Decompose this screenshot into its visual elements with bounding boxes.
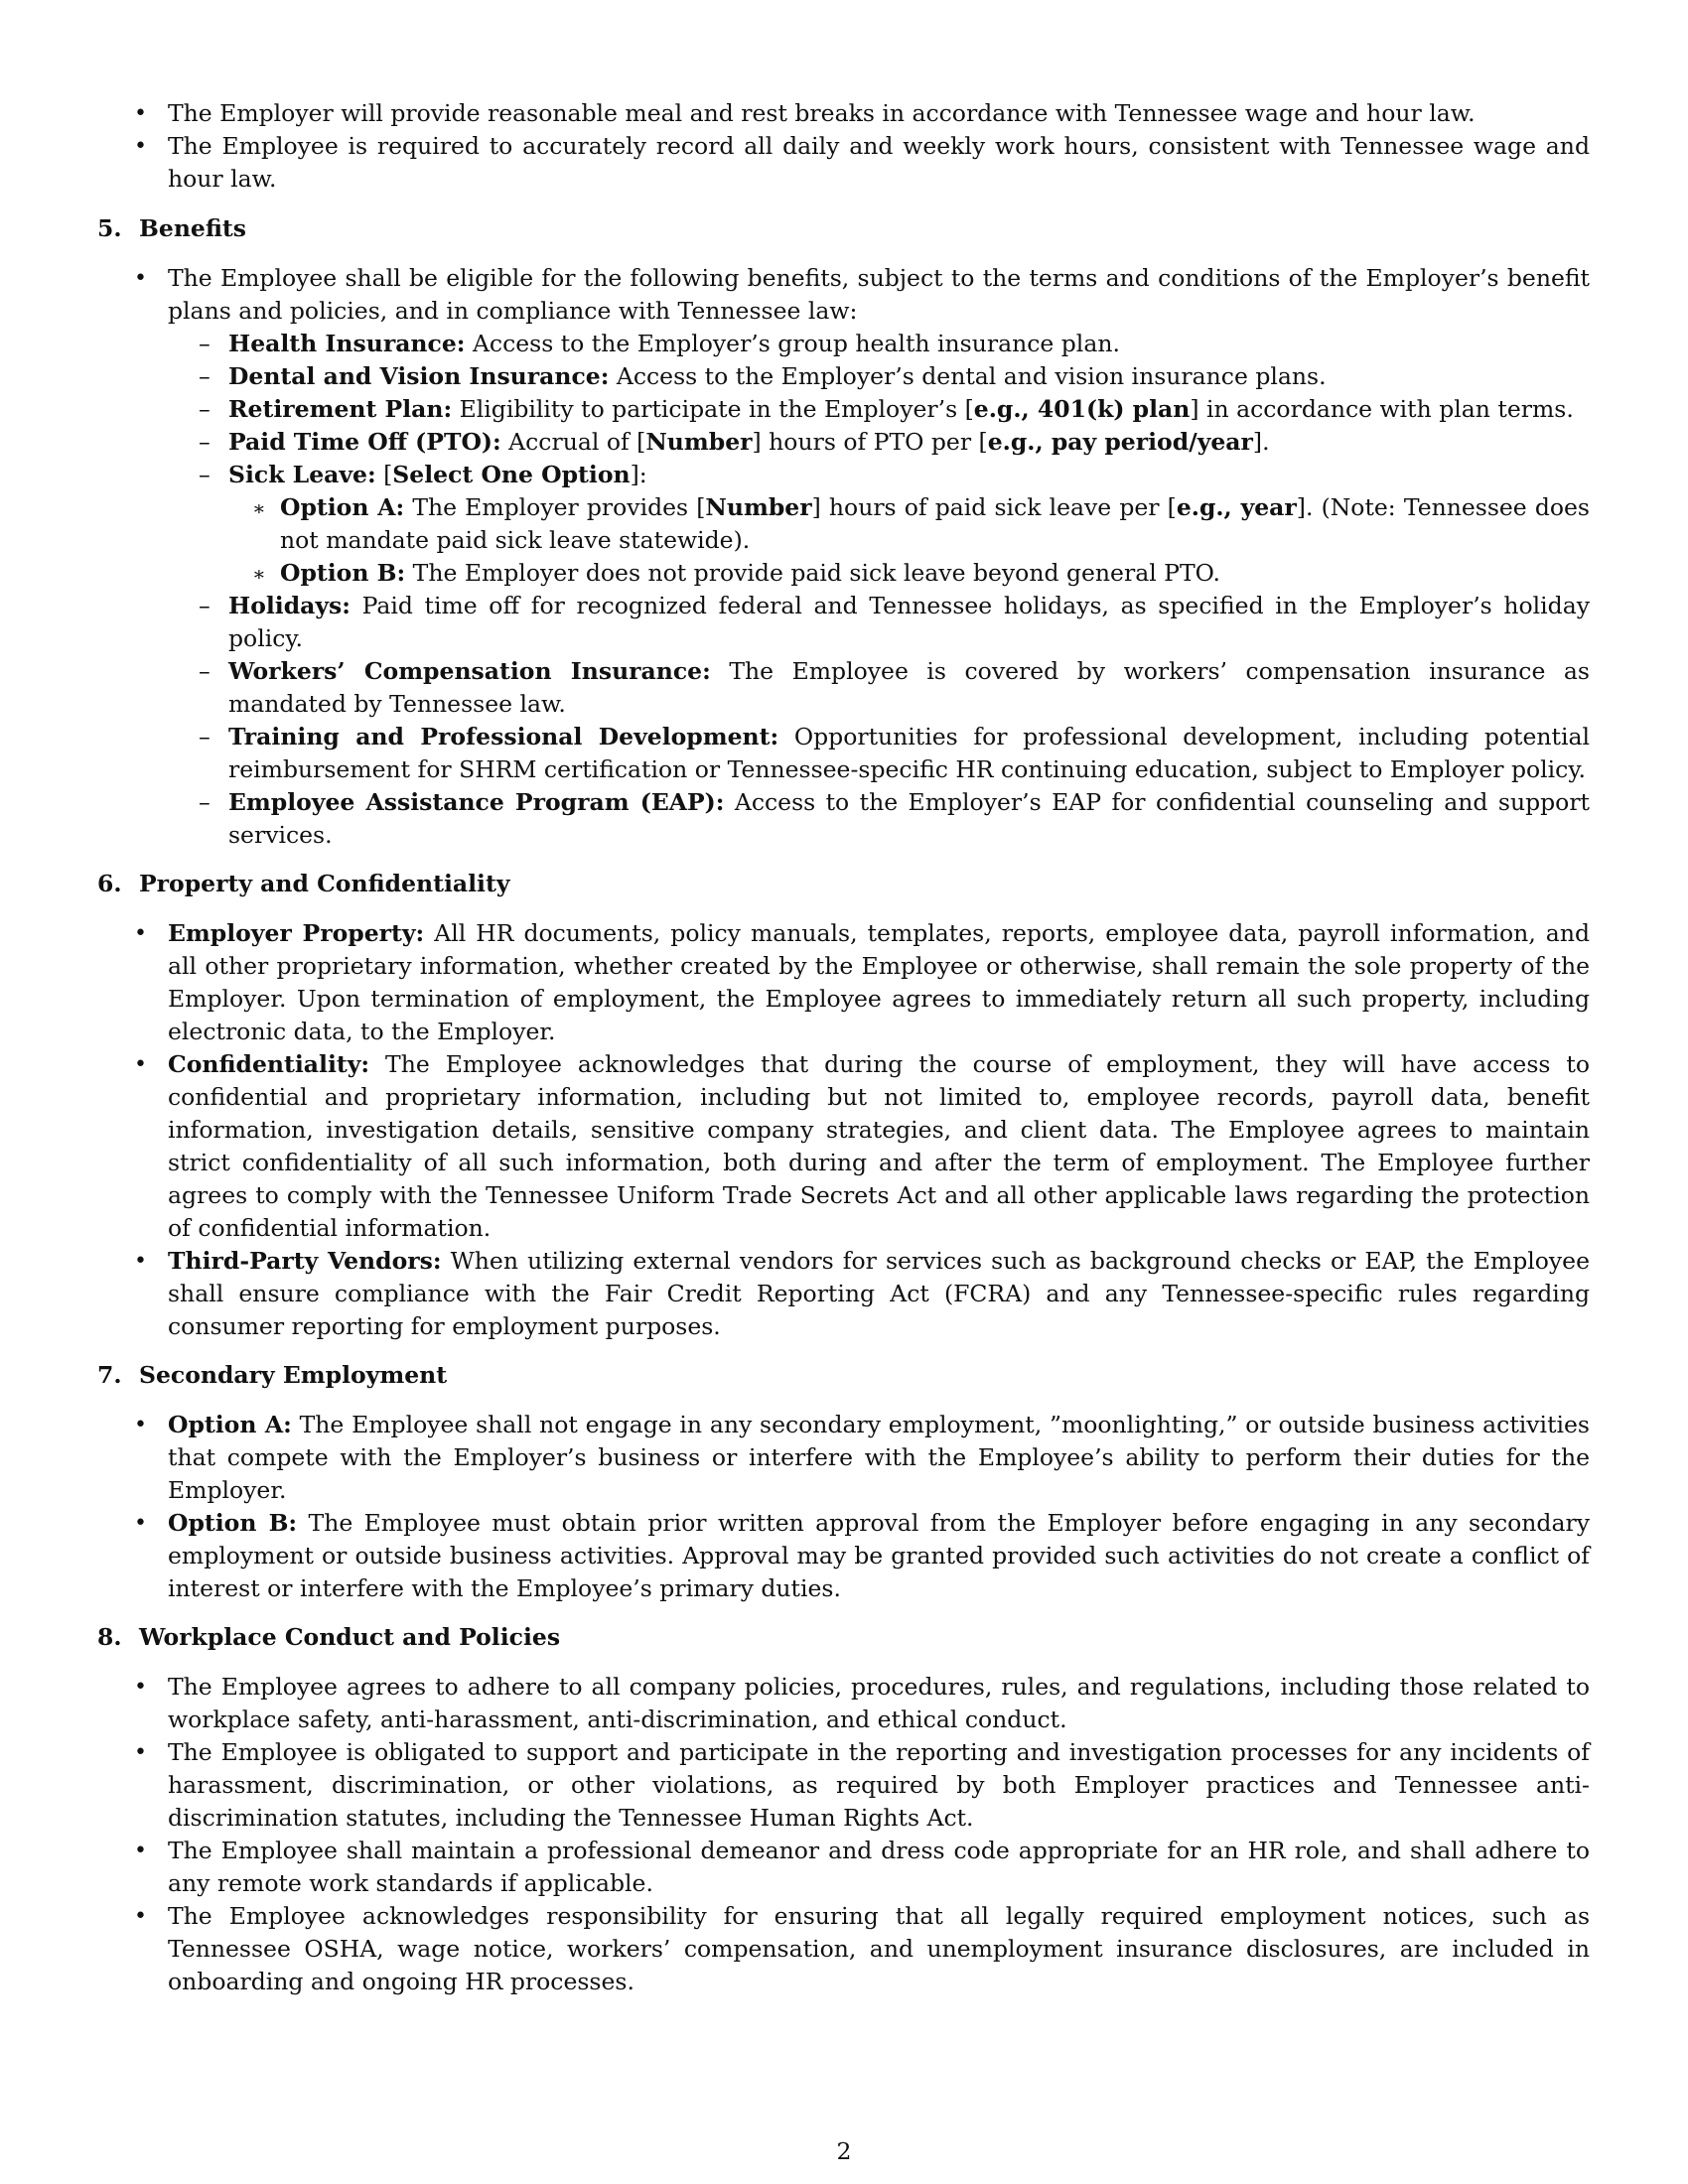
bullet-icon: •	[134, 1904, 147, 1929]
bullet-icon: •	[134, 101, 147, 126]
item-text: Access to the Employer’s EAP for confidential counseling and support services.	[228, 788, 1590, 849]
item-text: ] hours of PTO per [	[752, 428, 988, 456]
bullet-icon: •	[134, 1511, 147, 1536]
item-text: Eligibility to participate in the Employer’s [	[452, 395, 974, 423]
item-label: Retirement Plan:	[228, 395, 453, 423]
item-text: Accrual of [	[500, 428, 646, 456]
item-text: ]:	[630, 461, 647, 488]
sick-leave-options	[97, 491, 1590, 590]
document-body	[97, 97, 1590, 1998]
item-label: Dental and Vision Insurance:	[228, 362, 610, 390]
asterisk-icon: ∗	[252, 496, 266, 520]
dash-icon: –	[199, 428, 211, 456]
dash-icon: –	[199, 461, 211, 488]
item-label: Health Insurance:	[228, 330, 466, 357]
dash-icon: –	[199, 330, 211, 357]
list-item	[97, 97, 1590, 130]
list-item	[97, 130, 1590, 196]
placeholder-text: e.g., pay period/year	[987, 428, 1253, 456]
benefits-list	[97, 262, 1590, 328]
item-label: Option A:	[168, 1411, 292, 1438]
benefit-retirement	[97, 393, 1590, 426]
placeholder-text: e.g., year	[1176, 493, 1297, 521]
section-number: 5.	[97, 214, 122, 242]
item-text: [	[375, 461, 393, 488]
section-number: 8.	[97, 1623, 122, 1651]
bullet-icon: •	[134, 1413, 147, 1437]
benefit-training	[97, 721, 1590, 786]
list-item	[97, 1835, 1590, 1900]
item-text: ]. (Note: Tennessee does not mandate paid sick leave statewide).	[280, 493, 1590, 554]
item-text: Opportunities for professional development, including potential reimbursement for SHRM certification or Tennessee-specific HR continuing education, subject to Employer policy.	[228, 723, 1591, 783]
benefit-holidays	[97, 590, 1590, 655]
bullet-icon: •	[134, 1839, 147, 1863]
item-text: ] hours of paid sick leave per [	[811, 493, 1177, 521]
asterisk-icon: ∗	[252, 562, 266, 586]
item-label: Employer Property:	[168, 919, 425, 947]
bullet-icon: •	[134, 266, 147, 291]
list-item-text: The Employee shall be eligible for the following benefits, subject to the terms and conditions of the Employer’s benefit plans and policies, and in compliance with Tennessee law:	[168, 264, 1590, 325]
item-text: All HR documents, policy manuals, templates, reports, employee data, payroll information, and all other proprietary information, whether created by the Employee or otherwise, shall remain the sole property of the Employer. Upon termination of employment, the Employee agrees to immediately return all such property, including electronic data, to the Employer.	[168, 919, 1590, 1045]
item-label: Third-Party Vendors:	[168, 1247, 442, 1275]
item-text: The Employer provides [	[404, 493, 706, 521]
benefit-sick-leave	[97, 459, 1590, 491]
item-label: Workers’ Compensation Insurance:	[228, 657, 711, 685]
section-title: Property and Confidentiality	[139, 870, 510, 897]
section-heading-benefits	[97, 212, 1590, 245]
item-text: The Employee acknowledges that during the course of employment, they will have access to confidential and proprietary information, including but not limited to, employee records, payroll data, benefit information, investigation details, sensitive company strategies, and client data. The Employee agrees to maintain strict confidentiality of all such information, both during and after the term of employment. The Employee further agrees to comply with the Tennessee Uniform Trade Secrets Act and all other applicable laws regarding the protection of confidential information.	[168, 1050, 1590, 1242]
dash-icon: –	[199, 723, 211, 751]
list-item	[97, 1048, 1590, 1245]
item-text: The Employee is covered by workers’ compensation insurance as mandated by Tennessee law.	[228, 657, 1590, 718]
section-heading-secondary-employment	[97, 1359, 1590, 1392]
bullet-icon: •	[134, 1675, 147, 1700]
item-label: Option B:	[168, 1509, 298, 1537]
section-title: Benefits	[139, 214, 247, 242]
list-item	[97, 1245, 1590, 1343]
item-label: Holidays:	[228, 592, 351, 619]
item-label: Sick Leave:	[228, 461, 376, 488]
dash-icon: –	[199, 657, 211, 685]
item-label: Confidentiality:	[168, 1050, 370, 1078]
bullet-icon: •	[134, 921, 147, 946]
list-item-text: The Employee shall maintain a professional demeanor and dress code appropriate for an HR role, and shall adhere to any remote work standards if applicable.	[168, 1837, 1590, 1897]
bullet-icon: •	[134, 1740, 147, 1765]
section-heading-property	[97, 868, 1590, 900]
benefit-eap	[97, 786, 1590, 852]
list-item	[97, 917, 1590, 1048]
benefit-pto	[97, 426, 1590, 459]
sick-leave-option-a	[97, 491, 1590, 557]
intro-list	[97, 97, 1590, 196]
item-text: ] in accordance with plan terms.	[1190, 395, 1574, 423]
item-text: ].	[1252, 428, 1270, 456]
item-label: Paid Time Off (PTO):	[228, 428, 501, 456]
section-number: 6.	[97, 870, 122, 897]
item-label: Option A:	[280, 493, 405, 521]
item-text: The Employer does not provide paid sick leave beyond general PTO.	[405, 559, 1221, 587]
dash-icon: –	[199, 788, 211, 816]
placeholder-text: Number	[705, 493, 812, 521]
section-title: Workplace Conduct and Policies	[139, 1623, 561, 1651]
bullet-icon: •	[134, 1249, 147, 1274]
benefit-dental-vision	[97, 360, 1590, 393]
section-title: Secondary Employment	[139, 1361, 448, 1389]
benefits-sublist	[97, 328, 1590, 491]
bullet-icon: •	[134, 134, 147, 159]
section-heading-conduct	[97, 1621, 1590, 1654]
property-list	[97, 917, 1590, 1343]
list-item-text: The Employee is required to accurately record all daily and weekly work hours, consistent with Tennessee wage and hour law.	[168, 132, 1590, 193]
list-item	[97, 1900, 1590, 1998]
list-item-text: The Employee is obligated to support and participate in the reporting and investigation processes for any incidents of harassment, discrimination, or other violations, as required by both Employer practices and Tennessee anti-discrimination statutes, including the Tennessee Human Rights Act.	[168, 1738, 1590, 1832]
benefit-workers-comp	[97, 655, 1590, 721]
benefits-sublist-continued	[97, 590, 1590, 852]
page-number: 2	[836, 2137, 852, 2165]
item-text: Access to the Employer’s dental and vision insurance plans.	[609, 362, 1327, 390]
list-item	[97, 1409, 1590, 1507]
list-item-text: The Employer will provide reasonable meal and rest breaks in accordance with Tennessee wage and hour law.	[168, 99, 1476, 127]
conduct-list	[97, 1671, 1590, 1998]
list-item	[97, 1671, 1590, 1736]
item-label: Training and Professional Development:	[228, 723, 779, 751]
list-item-text: The Employee agrees to adhere to all company policies, procedures, rules, and regulations, including those related to workplace safety, anti-harassment, anti-discrimination, and ethical conduct.	[168, 1673, 1590, 1733]
placeholder-text: Select One Option	[392, 461, 631, 488]
sick-leave-option-b	[97, 557, 1590, 590]
list-item	[97, 1736, 1590, 1835]
dash-icon: –	[199, 395, 211, 423]
placeholder-text: e.g., 401(k) plan	[973, 395, 1191, 423]
item-text: The Employee must obtain prior written approval from the Employer before engaging in any secondary employment or outside business activities. Approval may be granted provided such activities do not create a conflict of interest or interfere with the Employee’s primary duties.	[168, 1509, 1590, 1602]
item-label: Option B:	[280, 559, 406, 587]
list-item	[97, 262, 1590, 328]
bullet-icon: •	[134, 1052, 147, 1077]
dash-icon: –	[199, 592, 211, 619]
list-item-text: The Employee acknowledges responsibility for ensuring that all legally required employment notices, such as Tennessee OSHA, wage notice, workers’ compensation, and unemployment insurance disclosures, are included in onboarding and ongoing HR processes.	[168, 1902, 1590, 1995]
placeholder-text: Number	[645, 428, 753, 456]
benefit-health	[97, 328, 1590, 360]
item-text: When utilizing external vendors for services such as background checks or EAP, the Employee shall ensure compliance with the Fair Credit Reporting Act (FCRA) and any Tennessee-specific rules regarding consumer reporting for employment purposes.	[168, 1247, 1590, 1340]
section-number: 7.	[97, 1361, 122, 1389]
item-text: Paid time off for recognized federal and Tennessee holidays, as specified in the Employer’s holiday policy.	[228, 592, 1590, 652]
item-text: The Employee shall not engage in any secondary employment, ”moonlighting,” or outside business activities that compete with the Employer’s business or interfere with the Employee’s ability to perform their duties for the Employer.	[168, 1411, 1590, 1504]
dash-icon: –	[199, 362, 211, 390]
list-item	[97, 1507, 1590, 1605]
secondary-employment-list	[97, 1409, 1590, 1605]
item-text: Access to the Employer’s group health insurance plan.	[465, 330, 1120, 357]
item-label: Employee Assistance Program (EAP):	[228, 788, 725, 816]
